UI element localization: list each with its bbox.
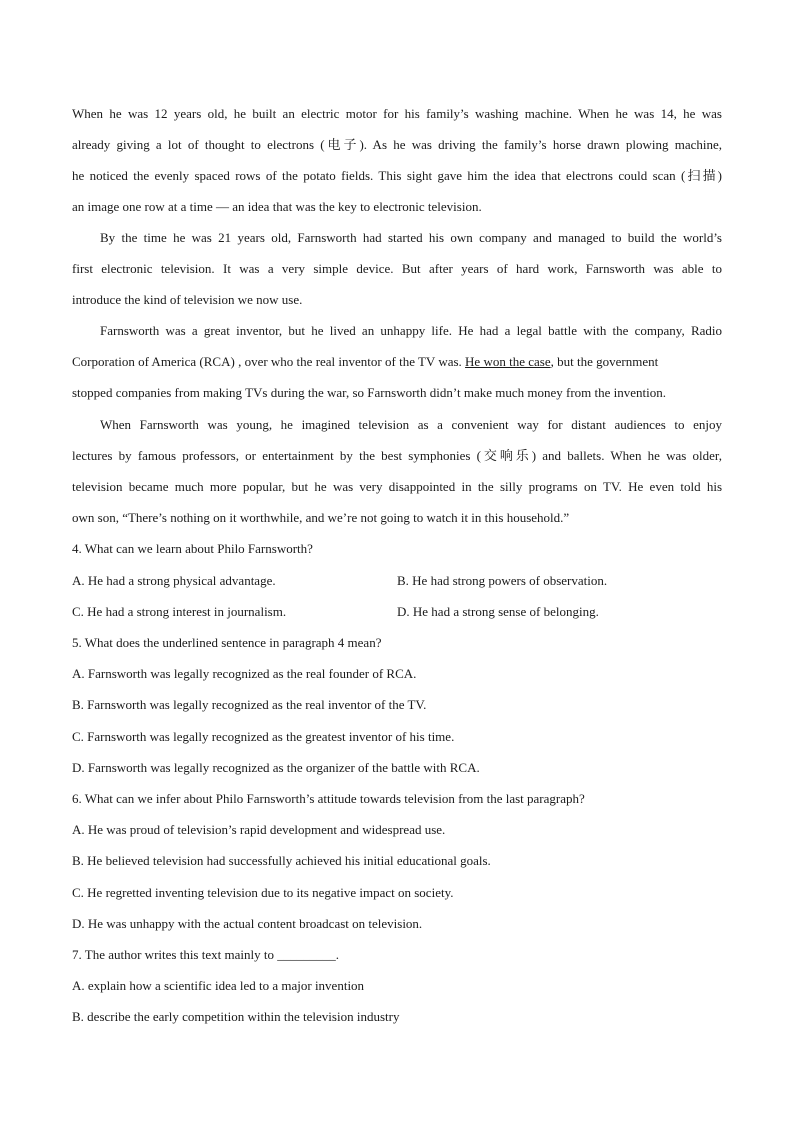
question-4-option-c: C. He had a strong interest in journalism. — [72, 604, 287, 619]
question-7-stem: 7. The author writes this text mainly to _________. — [72, 947, 339, 962]
paragraph-1-line-4: an image one row at a time — an idea that was the key to electronic television. — [72, 199, 482, 214]
paragraph-1-line-2: already giving a lot of thought to electrons (电子). As he was driving the family’s horse drawn plowing machine, — [72, 137, 722, 152]
paragraph-2-line-2: first electronic television. It was a very simple device. But after years of hard work, Farnsworth was able to — [72, 261, 722, 276]
question-4-stem: 4. What can we learn about Philo Farnsworth? — [72, 541, 313, 556]
paragraph-2-line-1: By the time he was 21 years old, Farnsworth had started his own company and managed to build the world’s — [100, 230, 722, 245]
question-5-option-c: C. Farnsworth was legally recognized as the greatest inventor of his time. — [72, 729, 455, 744]
question-6-option-a: A. He was proud of television’s rapid development and widespread use. — [72, 822, 446, 837]
question-6-option-b: B. He believed television had successfully achieved his initial educational goals. — [72, 853, 491, 868]
question-4-option-d: D. He had a strong sense of belonging. — [397, 604, 599, 619]
question-7-option-a: A. explain how a scientific idea led to a major invention — [72, 978, 365, 993]
underlined-sentence: He won the case — [465, 354, 551, 369]
question-6-option-d: D. He was unhappy with the actual content broadcast on television. — [72, 916, 423, 931]
question-6-option-c: C. He regretted inventing television due to its negative impact on society. — [72, 885, 454, 900]
paragraph-3-line-2-end: , but the government — [550, 354, 659, 369]
question-4-options-row-1 — [72, 573, 722, 589]
paragraph-3-line-3: stopped companies from making TVs during the war, so Farnsworth didn’t make much money from the invention. — [72, 385, 667, 400]
question-5-option-b: B. Farnsworth was legally recognized as the real inventor of the TV. — [72, 697, 427, 712]
paragraph-3-line-2-start: Corporation of America (RCA) , over who the real inventor of the TV was. — [72, 354, 466, 369]
question-4-option-b: B. He had strong powers of observation. — [397, 573, 608, 588]
paragraph-3-line-1: Farnsworth was a great inventor, but he lived an unhappy life. He had a legal battle with the company, Radio — [100, 323, 722, 338]
paragraph-4-line-3: television became much more popular, but he was very disappointed in the silly programs on TV. He even told his — [72, 479, 722, 494]
question-7-option-b: B. describe the early competition within the television industry — [72, 1009, 400, 1024]
paragraph-4-line-4: own son, “There’s nothing on it worthwhile, and we’re not going to watch it in this household.” — [72, 510, 570, 525]
paragraph-3-line-2 — [72, 354, 722, 370]
question-5-option-d: D. Farnsworth was legally recognized as the organizer of the battle with RCA. — [72, 760, 480, 775]
question-4-option-a: A. He had a strong physical advantage. — [72, 573, 276, 588]
paragraph-2-line-3: introduce the kind of television we now use. — [72, 292, 303, 307]
question-5-stem: 5. What does the underlined sentence in paragraph 4 mean? — [72, 635, 382, 650]
paragraph-1-line-1: When he was 12 years old, he built an electric motor for his family’s washing machine. When he was 14, he was — [72, 106, 722, 121]
paragraph-4-line-1: When Farnsworth was young, he imagined television as a convenient way for distant audiences to enjoy — [100, 417, 722, 432]
paragraph-1-line-3: he noticed the evenly spaced rows of the potato fields. This sight gave him the idea that electrons could scan (扫描) — [72, 168, 722, 183]
paragraph-4-line-2: lectures by famous professors, or entertainment by the best symphonies (交响乐) and ballets. When he was older, — [72, 448, 722, 463]
question-6-stem: 6. What can we infer about Philo Farnsworth’s attitude towards television from the last paragraph? — [72, 791, 585, 806]
question-4-options-row-2 — [72, 604, 722, 620]
question-5-option-a: A. Farnsworth was legally recognized as the real founder of RCA. — [72, 666, 417, 681]
